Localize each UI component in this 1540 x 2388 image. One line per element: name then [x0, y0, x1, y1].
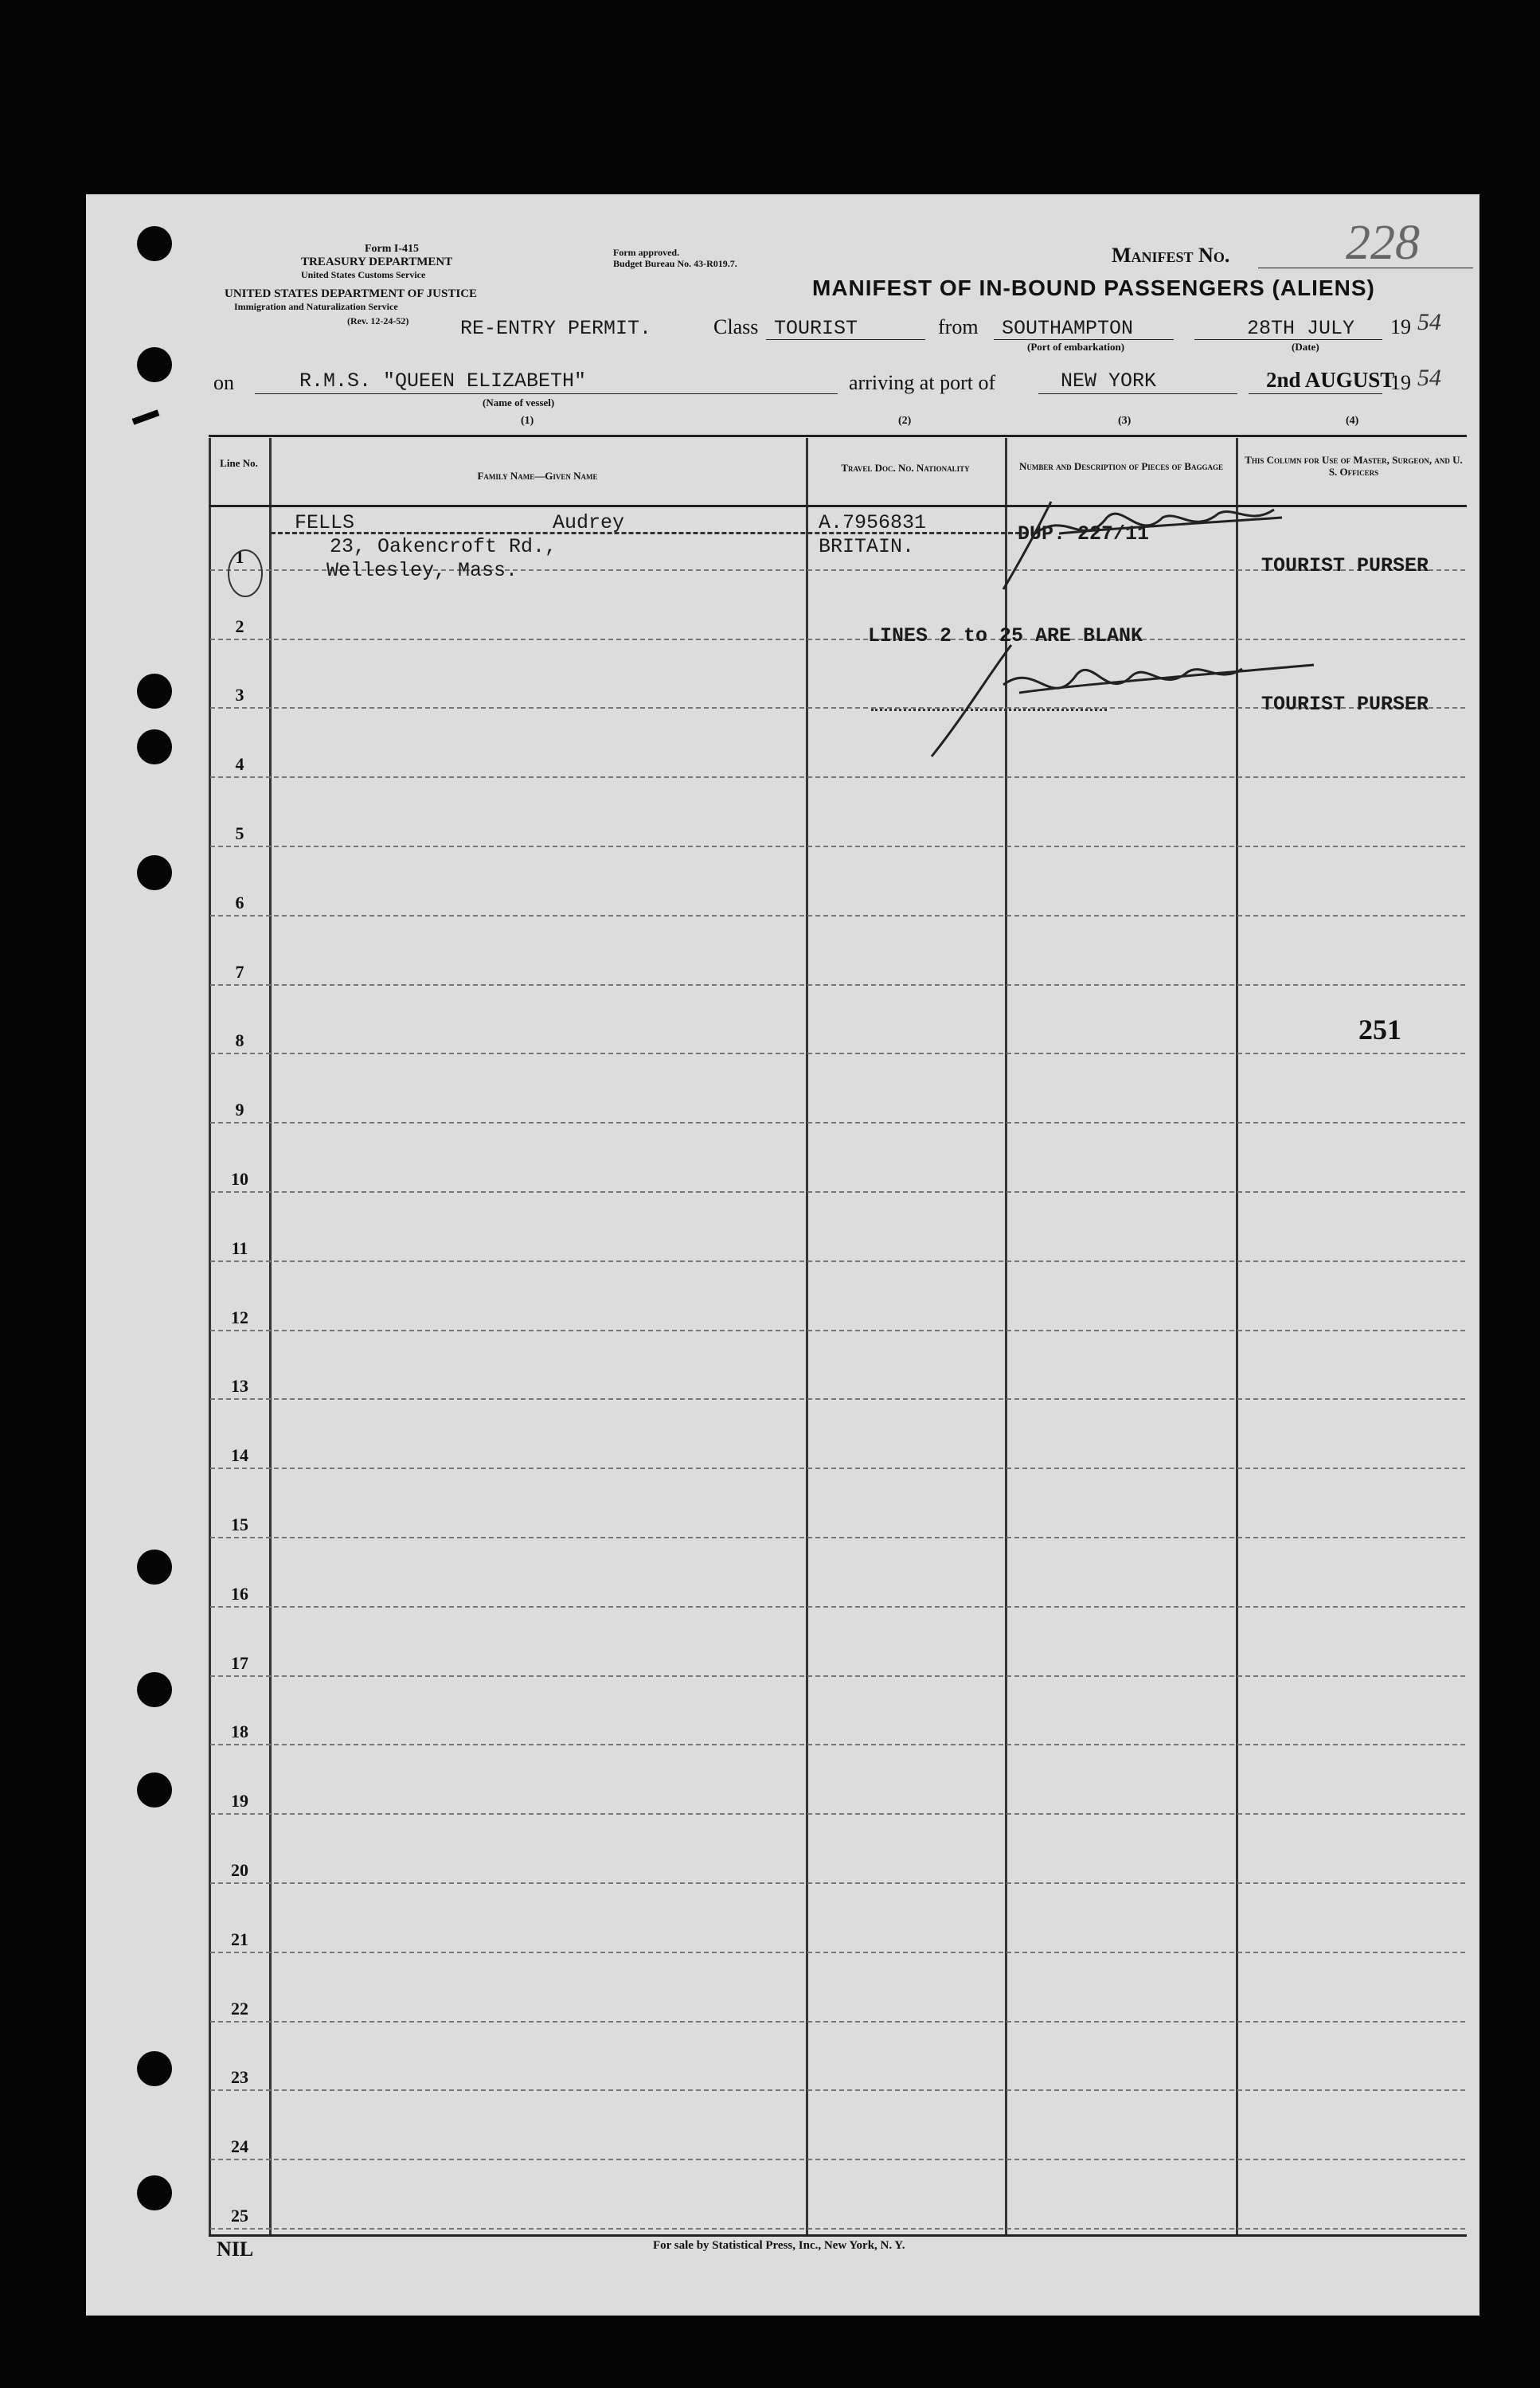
entry-officer-note: TOURIST PURSER — [1261, 554, 1429, 577]
vessel-name: R.M.S. "QUEEN ELIZABETH" — [299, 369, 587, 393]
punch-hole — [137, 855, 172, 890]
entry-given-name: Audrey — [553, 511, 625, 534]
punch-hole — [137, 2175, 172, 2210]
row-rule — [210, 1191, 1465, 1193]
row-rule — [210, 1330, 1465, 1331]
row-rule — [210, 915, 1465, 917]
punch-hole — [137, 729, 172, 764]
arrival-port: NEW YORK — [1061, 369, 1157, 393]
ins-service: Immigration and Naturalization Service — [234, 301, 398, 312]
manifest-title: MANIFEST OF IN-BOUND PASSENGERS (ALIENS) — [812, 276, 1375, 300]
punch-hole — [137, 674, 172, 709]
reentry-permit: RE-ENTRY PERMIT. — [460, 317, 652, 340]
row-rule — [210, 1882, 1465, 1884]
on-label: on — [213, 371, 234, 394]
line-number: 8 — [235, 1030, 244, 1051]
purser-signature-2 — [916, 629, 1330, 764]
entry-nationality: BRITAIN. — [819, 535, 915, 558]
class-label: Class — [713, 315, 759, 338]
table-bottom-border — [209, 2234, 1467, 2237]
row-rule — [210, 2021, 1465, 2023]
punch-hole — [137, 226, 172, 261]
line-number: 23 — [231, 2067, 248, 2088]
column-number-4: (4) — [1346, 415, 1359, 427]
line-number: 19 — [231, 1791, 248, 1812]
row-rule — [210, 1053, 1465, 1054]
line-number: 11 — [231, 1237, 248, 1258]
line-number: 13 — [231, 1376, 248, 1397]
line-number: 24 — [231, 2136, 248, 2157]
row-rule — [210, 776, 1465, 778]
row-rule — [210, 1675, 1465, 1677]
customs-service: United States Customs Service — [301, 269, 426, 280]
treasury-department: TREASURY DEPARTMENT — [301, 256, 453, 268]
footer-nil: NIL — [217, 2238, 254, 2261]
year2-value: 54 — [1417, 365, 1441, 391]
line-number: 6 — [235, 892, 244, 913]
row-rule — [210, 1813, 1465, 1815]
form-approved: Form approved. — [613, 247, 680, 258]
line-number: 10 — [231, 1169, 248, 1189]
line-number: 7 — [235, 961, 244, 982]
line-number: 2 — [235, 616, 244, 636]
punch-hole — [137, 1550, 172, 1585]
line-number: 1 — [235, 546, 244, 567]
row-rule — [210, 846, 1465, 847]
vessel-caption: (Name of vessel) — [483, 397, 555, 408]
from-line — [994, 339, 1174, 340]
line-1-circle — [228, 549, 263, 597]
budget-bureau: Budget Bureau No. 43-R019.7. — [613, 258, 737, 269]
column-header-officers: This Column for Use of Master, Surgeon, and U. S. Officers — [1245, 454, 1463, 478]
form-number: Form I-415 — [365, 243, 420, 255]
arrival-date-line — [1249, 393, 1382, 394]
year-prefix: 19 — [1390, 315, 1411, 338]
row-rule — [210, 2228, 1465, 2230]
line-number: 17 — [231, 1652, 248, 1673]
blank-officer-note: TOURIST PURSER — [1261, 693, 1429, 716]
class-line — [766, 339, 925, 340]
from-value: SOUTHAMPTON — [1002, 317, 1134, 340]
stamp-number: 251 — [1358, 1014, 1401, 1045]
row-rule — [210, 1260, 1465, 1262]
entry-baggage: DUP. 227/11 — [1018, 522, 1150, 545]
revision-date: (Rev. 12-24-52) — [347, 315, 409, 326]
arrival-date: 2nd AUGUST — [1266, 368, 1395, 392]
row-rule — [210, 1398, 1465, 1400]
blank-lines-note: LINES 2 to 25 ARE BLANK — [868, 624, 1143, 647]
from-label: from — [938, 315, 979, 338]
vessel-line — [255, 393, 838, 394]
entry-travel-doc: A.7956831 — [819, 511, 927, 534]
date-caption: (Date) — [1292, 341, 1319, 353]
department-of-justice: UNITED STATES DEPARTMENT OF JUSTICE — [225, 287, 478, 300]
row-rule — [210, 1468, 1465, 1469]
line-number: 25 — [231, 2206, 248, 2226]
punch-hole — [137, 1672, 172, 1707]
entry-address-2: Wellesley, Mass. — [326, 559, 518, 582]
departure-date: 28TH JULY — [1247, 317, 1355, 340]
row-rule — [210, 1606, 1465, 1608]
row-rule — [210, 1537, 1465, 1538]
footer-printer: For sale by Statistical Press, Inc., New York, N. Y. — [653, 2239, 905, 2252]
table-top-border — [209, 435, 1467, 437]
line-number: 5 — [235, 823, 244, 843]
column-header-line-no: Line No. — [220, 457, 258, 469]
line-number: 20 — [231, 1860, 248, 1880]
column-number-3: (3) — [1118, 415, 1132, 427]
row-rule — [210, 1122, 1465, 1124]
row-rule — [210, 984, 1465, 986]
line-number: 3 — [235, 685, 244, 705]
manifest-no-label: Manifest No. — [1112, 244, 1230, 267]
year-value: 54 — [1417, 309, 1441, 335]
entry-family-name: FELLS — [295, 511, 355, 534]
column-header-name: Family Name—Given Name — [477, 470, 598, 482]
line-number: 15 — [231, 1514, 248, 1534]
line-number: 12 — [231, 1307, 248, 1327]
line-number: 14 — [231, 1445, 248, 1466]
column-header-baggage: Number and Description of Pieces of Baggage — [1019, 460, 1223, 472]
row-rule — [210, 2089, 1465, 2091]
date-line — [1194, 339, 1382, 340]
line-number: 9 — [235, 1100, 244, 1120]
column-number-2: (2) — [898, 415, 912, 427]
row-rule — [210, 1744, 1465, 1745]
year2-prefix: 19 — [1390, 371, 1411, 394]
entry-address-1: 23, Oakencroft Rd., — [330, 535, 557, 558]
arrival-port-line — [1038, 393, 1237, 394]
purser-signature — [956, 486, 1290, 597]
arriving-label: arriving at port of — [849, 371, 996, 394]
line-number: 4 — [235, 754, 244, 775]
line-number: 22 — [231, 1998, 248, 2019]
punch-hole — [137, 2051, 172, 2086]
row-rule — [210, 2159, 1465, 2160]
line-number: 16 — [231, 1583, 248, 1604]
line-number: 18 — [231, 1722, 248, 1742]
row-rule — [210, 1952, 1465, 1953]
column-number-1: (1) — [521, 415, 534, 427]
port-caption: (Port of embarkation) — [1027, 341, 1125, 353]
column-header-travel-doc: Travel Doc. No. Nationality — [841, 462, 970, 474]
punch-hole — [137, 1772, 172, 1808]
punch-hole — [137, 347, 172, 382]
class-value: TOURIST — [774, 317, 858, 340]
manifest-no-handwritten: 228 — [1346, 216, 1420, 270]
line-number: 21 — [231, 1929, 248, 1949]
